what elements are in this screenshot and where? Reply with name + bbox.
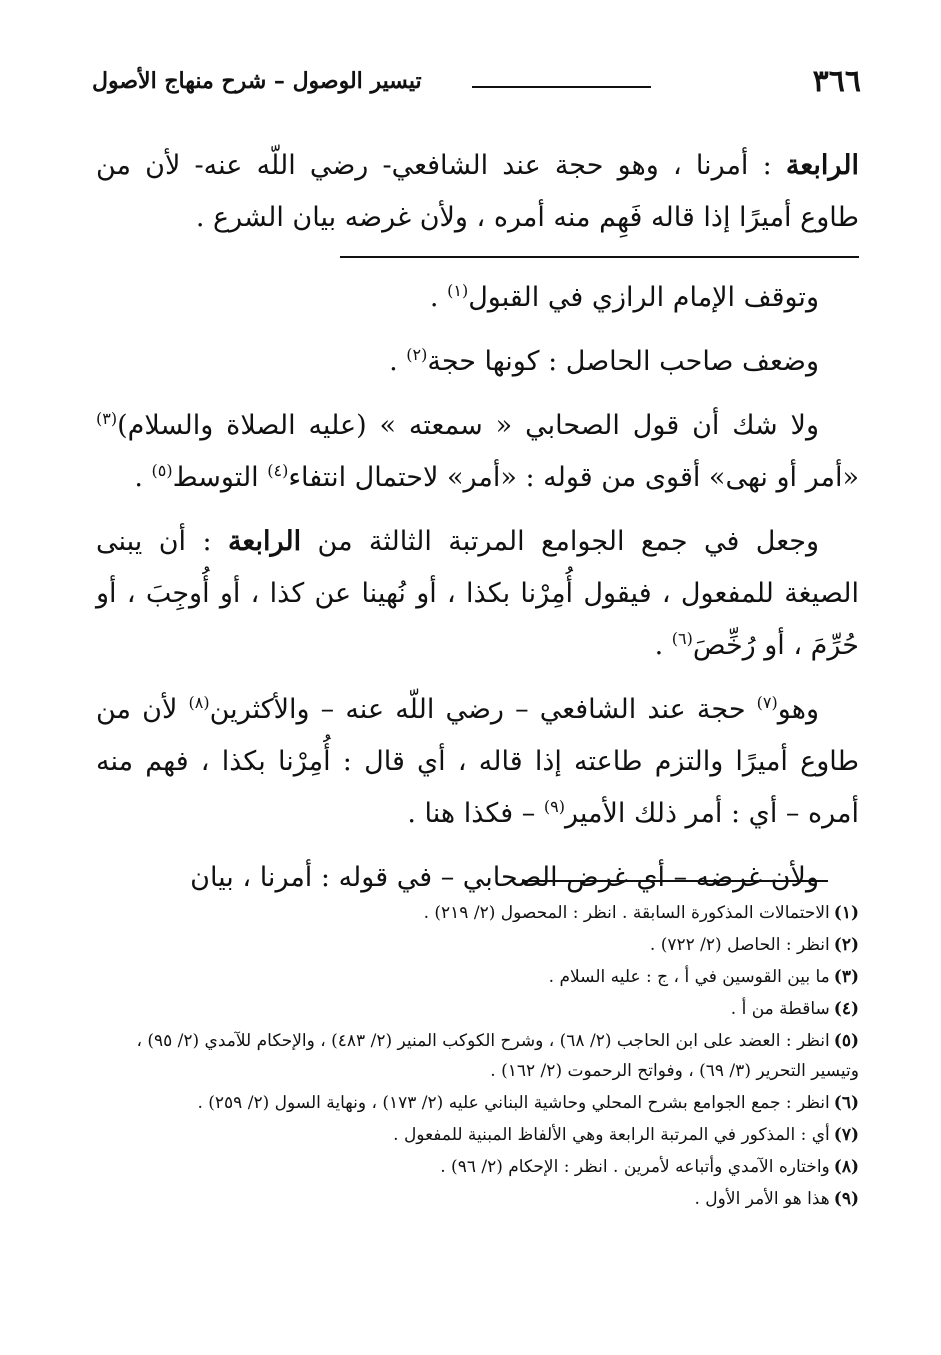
paragraph-gharad: [96, 852, 859, 904]
footnote: [92, 898, 859, 928]
text-divider: [340, 256, 859, 258]
footnote-number: (٦): [833, 1093, 859, 1113]
footnote-ref-2: (٢): [406, 345, 428, 364]
footnote-ref-6: (٦): [671, 629, 693, 648]
paragraph-text: : أن يبنى الصيغة للمفعول ، فيقول أُمِرْنا بكذا ، أو نُهينا عن كذا ، أو أُوجِبَ ، أو حُرِّمَ ، أو رُخِّصَ: [96, 526, 859, 661]
footnote-number: (٤): [833, 999, 859, 1019]
paragraph-end: .: [134, 462, 152, 493]
footnote: [92, 1184, 859, 1214]
footnote-ref-8: (٨): [188, 693, 210, 712]
footnote-ref-1: (١): [447, 281, 469, 300]
footnote-number: (٩): [833, 1189, 859, 1209]
paragraph-jam-aljawami: [96, 516, 859, 672]
paragraph-text: «أمر أو نهى» أقوى من قوله : «أمر» لاحتمال انتفاء: [288, 462, 859, 493]
paragraph-text: وهو: [777, 694, 819, 725]
header-rule: [472, 86, 651, 88]
paragraph-text: وضعف صاحب الحاصل : كونها حجة: [427, 346, 819, 377]
footnote-text: ما بين القوسين في أ ، ج : عليه السلام .: [548, 967, 830, 987]
footnote-ref-3: (٣): [96, 409, 118, 428]
footnote-ref-5: (٥): [151, 461, 173, 480]
footnote: [92, 1120, 859, 1150]
paragraph-text: وجعل في جمع الجوامع المرتبة الثالثة من: [301, 526, 819, 557]
main-text: [96, 140, 859, 916]
footnote-text: واختاره الآمدي وأتباعه لأمرين . انظر : الإحكام (٢/ ٩٦) .: [440, 1157, 830, 1177]
paragraph-text: ولأن غرضه – أي غرض الصحابي – في قوله : أمرنا ، بيان: [190, 862, 819, 893]
term-fourth: الرابعة: [785, 150, 859, 181]
page-number: ٣٦٦: [812, 64, 861, 99]
footnote-number: (٧): [833, 1125, 859, 1145]
paragraph-hasil: [96, 336, 859, 388]
paragraph-fourth: [96, 140, 859, 244]
term-fourth: الرابعة: [227, 526, 302, 557]
footnote: [92, 1026, 859, 1086]
paragraph-text: : أمرنا ، وهو حجة عند الشافعي- رضي اللّه عنه- لأن من طاوع أميرًا إذا قاله فَهِم منه أمره ، ولأن غرضه بيان الشرع .: [96, 150, 859, 233]
footnote-ref-7: (٧): [756, 693, 778, 712]
footnote-rule: [522, 880, 828, 882]
footnote-number: (٨): [833, 1157, 859, 1177]
paragraph-text: لأن من طاوع أميرًا والتزم طاعته إذا قاله ، أي قال : أُمِرْنا بكذا ، فهم منه أمره – أي : أمر ذلك الأمير: [96, 694, 859, 829]
footnote: [92, 1152, 859, 1182]
paragraph-razi: [96, 272, 859, 324]
paragraph-end: .: [389, 346, 407, 377]
page-header: [92, 62, 861, 102]
footnote-text: أي : المذكور في المرتبة الرابعة وهي الألفاظ المبنية للمفعول .: [393, 1125, 830, 1145]
footnote-ref-9: (٩): [543, 797, 565, 816]
footnote-text: انظر : الحاصل (٢/ ٧٢٢) .: [649, 935, 830, 955]
footnote-text: هذا هو الأمر الأول .: [694, 1189, 830, 1209]
paragraph-end: – فكذا هنا .: [407, 798, 544, 829]
footnotes: [92, 898, 859, 1216]
footnote-number: (٣): [833, 967, 859, 987]
paragraph-text: وتوقف الإمام الرازي في القبول: [468, 282, 819, 313]
paragraph-text: التوسط: [172, 462, 268, 493]
footnote-ref-4: (٤): [267, 461, 289, 480]
footnote-number: (١): [833, 903, 859, 923]
footnote-text: انظر : العضد على ابن الحاجب (٢/ ٦٨) ، وشرح الكوكب المنير (٢/ ٤٨٣) ، والإحكام للآمدي (٢/ ٩٥) ، وتيسير التحرير (٣/ ٦٩) ، وفواتح الرحموت (٢/ ١٦٢) .: [136, 1031, 859, 1081]
footnote-text: الاحتمالات المذكورة السابقة . انظر : المحصول (٢/ ٢١٩) .: [423, 903, 830, 923]
paragraph-text: حجة عند الشافعي – رضي اللّه عنه – والأكثرين: [209, 694, 757, 725]
footnote: [92, 1088, 859, 1118]
paragraph-end: .: [429, 282, 448, 313]
footnote-text: ساقطة من أ .: [730, 999, 830, 1019]
footnote-number: (٥): [833, 1031, 859, 1051]
paragraph-end: .: [654, 630, 672, 661]
paragraph-hujja: [96, 684, 859, 840]
footnote-number: (٢): [833, 935, 859, 955]
running-title: تيسير الوصول – شرح منهاج الأصول: [92, 68, 422, 94]
paragraph-sahabi: [96, 400, 859, 504]
footnote-text: انظر : جمع الجوامع بشرح المحلي وحاشية البناني عليه (٢/ ١٧٣) ، ونهاية السول (٢/ ٢٥٩) .: [197, 1093, 830, 1113]
paragraph-text: ولا شك أن قول الصحابي « سمعته » (عليه الصلاة والسلام): [117, 410, 819, 441]
footnote: [92, 994, 859, 1024]
footnote: [92, 962, 859, 992]
footnote: [92, 930, 859, 960]
